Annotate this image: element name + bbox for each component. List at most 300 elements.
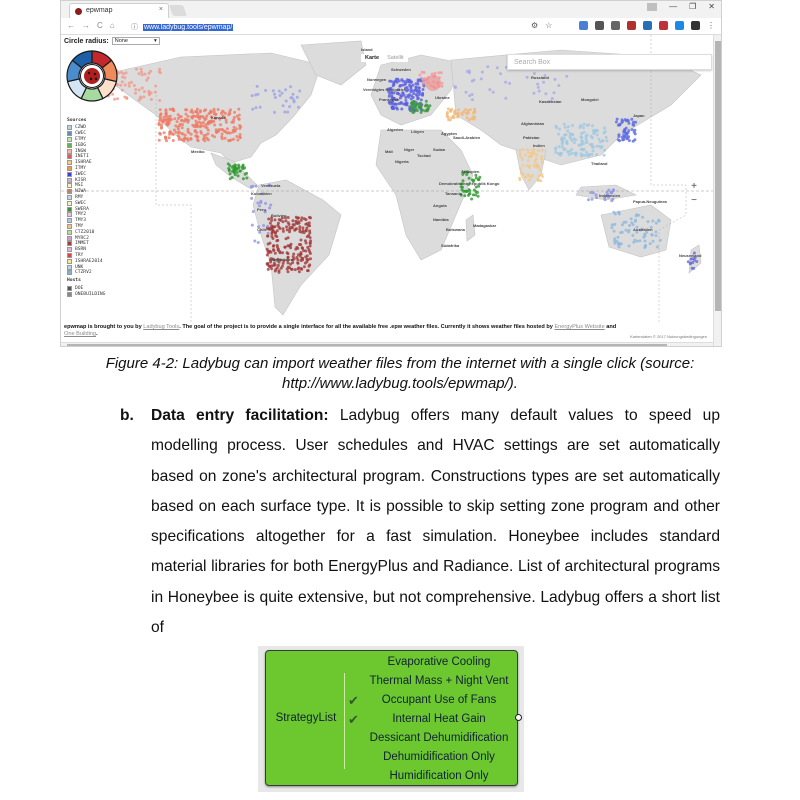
- station-dot: [605, 136, 608, 139]
- station-dot: [422, 85, 425, 88]
- strategy-item[interactable]: [346, 653, 518, 672]
- station-dot: [284, 88, 287, 91]
- station-dot: [141, 87, 144, 90]
- legend-hosts-list: [67, 286, 105, 298]
- station-dot: [296, 96, 299, 99]
- legend-label: BSRN: [75, 247, 87, 253]
- station-dot: [410, 106, 413, 109]
- station-dot: [138, 89, 141, 92]
- station-dot: [251, 224, 254, 227]
- strategy-item-label: Occupant Use of Fans: [381, 694, 497, 706]
- station-dot: [199, 125, 202, 128]
- legend-label: UNK: [75, 264, 84, 270]
- station-dot: [465, 91, 468, 94]
- profile-icon[interactable]: [647, 3, 657, 11]
- country-label: Vereinigtes Königreich: [363, 87, 407, 92]
- station-dot: [614, 213, 617, 216]
- strategy-item-label: Internal Heat Gain: [392, 713, 486, 725]
- legend-item[interactable]: [67, 270, 105, 276]
- station-dot: [266, 262, 269, 265]
- land-north-america: [101, 53, 321, 163]
- station-dot: [492, 91, 495, 94]
- station-dot: [621, 136, 624, 139]
- zoom-out-button[interactable]: −: [691, 195, 697, 206]
- station-dot: [566, 150, 569, 153]
- station-dot: [561, 143, 564, 146]
- station-dot: [554, 78, 557, 81]
- station-dot: [178, 138, 181, 141]
- map-canvas[interactable]: [61, 35, 715, 322]
- station-dot: [457, 108, 460, 111]
- station-dot: [631, 234, 634, 237]
- station-dot: [205, 117, 208, 120]
- station-dot: [616, 118, 619, 121]
- station-dot: [630, 118, 633, 121]
- station-dot: [256, 202, 259, 205]
- strategy-item[interactable]: [346, 748, 518, 767]
- station-dot: [468, 71, 471, 74]
- station-dot: [632, 124, 635, 127]
- legend-swatch: [67, 265, 72, 270]
- station-dot: [537, 165, 540, 168]
- scrollbar-thumb[interactable]: [715, 41, 721, 311]
- extension-icon[interactable]: [579, 21, 588, 30]
- station-dot: [631, 128, 634, 131]
- strategy-item[interactable]: [346, 710, 518, 729]
- station-dot: [414, 106, 417, 109]
- station-dot: [398, 79, 401, 82]
- strategy-items: [346, 653, 518, 786]
- station-dot: [304, 223, 307, 226]
- station-dot: [526, 76, 529, 79]
- legend-label: ETMY: [75, 136, 87, 142]
- station-dot: [181, 126, 184, 129]
- bookmark-star-icon[interactable]: ☆: [545, 21, 553, 30]
- station-dot: [158, 139, 161, 142]
- legend-label: NIWA: [75, 189, 87, 195]
- search-input[interactable]: Search Box: [507, 54, 712, 70]
- station-dot: [164, 136, 167, 139]
- station-dot: [257, 241, 260, 244]
- list-marker: b.: [120, 407, 134, 424]
- reload-icon[interactable]: C: [97, 21, 103, 30]
- station-dot: [282, 227, 285, 230]
- station-dot: [163, 131, 166, 134]
- legend-swatch: [67, 259, 72, 264]
- station-dot: [611, 226, 614, 229]
- station-dot: [189, 137, 192, 140]
- station-dot: [540, 173, 543, 176]
- extension-icon[interactable]: [675, 21, 684, 30]
- station-dot: [237, 164, 240, 167]
- station-dot: [298, 270, 301, 273]
- tab-close-icon[interactable]: ×: [158, 6, 163, 13]
- circle-radius-control: [64, 37, 160, 45]
- legend-swatch: [67, 195, 72, 200]
- station-dot: [252, 210, 255, 213]
- station-dot: [168, 136, 171, 139]
- strategy-item[interactable]: [346, 691, 518, 710]
- vertical-scrollbar[interactable]: [713, 35, 721, 347]
- legend-swatch: [67, 253, 72, 258]
- station-dot: [242, 177, 245, 180]
- station-dot: [413, 111, 416, 114]
- station-dot: [140, 71, 143, 74]
- ladybug-color-wheel[interactable]: [65, 49, 119, 103]
- map-tab-satellit[interactable]: Satellit: [387, 55, 404, 61]
- extension-icon[interactable]: [691, 21, 700, 30]
- station-dot: [164, 112, 167, 115]
- tab-strip: [61, 1, 721, 18]
- extension-icon[interactable]: [627, 21, 636, 30]
- strategy-item[interactable]: [346, 672, 518, 691]
- site-settings-icon[interactable]: ⚙: [531, 21, 539, 30]
- home-icon[interactable]: ⌂: [109, 21, 115, 30]
- legend-label: RMY: [75, 194, 84, 200]
- legend-swatch: [67, 247, 72, 252]
- legend-swatch: [67, 207, 72, 212]
- station-dot: [391, 102, 394, 105]
- station-dot: [165, 139, 168, 142]
- station-dot: [177, 113, 180, 116]
- station-dot: [499, 72, 502, 75]
- station-dot: [649, 242, 652, 245]
- station-dot: [288, 230, 291, 233]
- station-dot: [403, 83, 406, 86]
- strategy-item-label: Dessicant Dehumidification: [369, 732, 509, 744]
- station-dot: [237, 174, 240, 177]
- station-dot: [440, 85, 443, 88]
- station-dot: [283, 111, 286, 114]
- country-label: Namibia: [433, 217, 449, 222]
- ladybug-icon: [84, 68, 100, 84]
- extension-icon[interactable]: [643, 21, 652, 30]
- station-dot: [466, 116, 469, 119]
- station-dot: [147, 90, 150, 93]
- output-grip[interactable]: [515, 714, 522, 721]
- restore-icon[interactable]: ❐: [689, 2, 697, 11]
- station-dot: [177, 134, 180, 137]
- station-dot: [301, 226, 304, 229]
- station-dot: [540, 158, 543, 161]
- country-label: Nigeria: [395, 159, 409, 164]
- station-dot: [124, 84, 127, 87]
- station-dot: [185, 113, 188, 116]
- station-dot: [554, 146, 557, 149]
- station-dot: [558, 153, 561, 156]
- map-tab-karte[interactable]: Karte: [365, 55, 380, 61]
- map-attribution[interactable]: Kartendaten © 2017 Nutzungsbedingungen: [629, 334, 707, 339]
- legend-label: IWEC: [75, 171, 87, 177]
- station-dot: [480, 77, 483, 80]
- legend-label: TRY: [75, 252, 84, 258]
- station-dot: [589, 191, 592, 194]
- browser-toolbar: [61, 18, 721, 35]
- station-dot: [656, 246, 659, 249]
- station-dot: [276, 244, 279, 247]
- station-dot: [162, 119, 165, 122]
- station-dot: [253, 240, 256, 243]
- station-dot: [309, 252, 312, 255]
- station-dot: [121, 80, 124, 83]
- station-dot: [200, 132, 203, 135]
- station-dot: [594, 129, 597, 132]
- station-dot: [308, 224, 311, 227]
- station-dot: [286, 111, 289, 114]
- station-dot: [416, 109, 419, 112]
- country-label: Venezuela: [261, 183, 281, 188]
- station-dot: [169, 130, 172, 133]
- browser-tab[interactable]: [69, 3, 169, 18]
- legend-label: MSI: [75, 183, 84, 189]
- station-dot: [540, 155, 543, 158]
- station-dot: [205, 137, 208, 140]
- station-dot: [226, 132, 229, 135]
- legend-swatch: [67, 286, 72, 291]
- station-dot: [565, 140, 568, 143]
- back-icon[interactable]: ←: [67, 21, 75, 30]
- station-dot: [233, 111, 236, 114]
- legend-swatch: [67, 178, 72, 183]
- station-dot: [285, 100, 288, 103]
- station-dot: [425, 103, 428, 106]
- info-icon[interactable]: ⓘ: [131, 24, 138, 31]
- close-icon[interactable]: ✕: [708, 2, 715, 11]
- station-dot: [404, 80, 407, 83]
- station-dot: [655, 234, 658, 237]
- station-dot: [561, 146, 564, 149]
- station-dot: [615, 240, 618, 243]
- station-dot: [618, 123, 621, 126]
- legend-swatch: [67, 230, 72, 235]
- station-dot: [235, 135, 238, 138]
- station-dot: [632, 121, 635, 124]
- station-dot: [255, 106, 258, 109]
- country-label: Chile: [257, 227, 267, 232]
- country-label: Argentinien: [271, 257, 294, 262]
- station-dot: [134, 88, 137, 91]
- station-dot: [422, 82, 425, 85]
- station-dot: [571, 152, 574, 155]
- station-dot: [268, 207, 271, 210]
- legend-swatch: [67, 143, 72, 148]
- station-dot: [256, 85, 259, 88]
- station-dot: [133, 84, 136, 87]
- strategy-list-component[interactable]: [265, 650, 518, 786]
- station-dot: [229, 172, 232, 175]
- station-dot: [544, 92, 547, 95]
- station-dot: [282, 104, 285, 107]
- station-dot: [300, 219, 303, 222]
- station-dot: [182, 140, 185, 143]
- station-dot: [554, 151, 557, 154]
- station-dot: [142, 95, 145, 98]
- station-dot: [308, 263, 311, 266]
- page-footer: [64, 324, 624, 338]
- station-dot: [407, 96, 410, 99]
- station-dot: [595, 193, 598, 196]
- station-dot: [532, 92, 535, 95]
- legend-label: ONEBUILDING: [75, 291, 106, 297]
- legend-label: KISR: [75, 177, 87, 183]
- world-map[interactable]: [61, 35, 715, 322]
- station-dot: [309, 242, 312, 245]
- station-dot: [396, 92, 399, 95]
- station-dot: [585, 140, 588, 143]
- station-dot: [537, 178, 540, 181]
- circle-radius-label: Circle radius:: [64, 37, 109, 45]
- station-dot: [125, 97, 128, 100]
- station-dot: [463, 194, 466, 197]
- station-dot: [297, 216, 300, 219]
- station-dot: [304, 239, 307, 242]
- station-dot: [635, 214, 638, 217]
- country-label: Afghanistan: [521, 121, 545, 126]
- station-dot: [633, 129, 636, 132]
- paragraph-heading: Data entry facilitation:: [151, 407, 329, 424]
- station-dot: [391, 107, 394, 110]
- station-dot: [230, 121, 233, 124]
- scrollbar-thumb[interactable]: [67, 344, 667, 347]
- address-bar[interactable]: [127, 20, 527, 33]
- zoom-in-button[interactable]: +: [691, 181, 697, 192]
- legend-swatch: [67, 292, 72, 297]
- station-dot: [267, 218, 270, 221]
- station-dot: [541, 161, 544, 164]
- extension-icon[interactable]: [659, 21, 668, 30]
- station-dot: [584, 154, 587, 157]
- station-dot: [238, 124, 241, 127]
- station-dot: [454, 85, 457, 88]
- station-dot: [624, 221, 627, 224]
- ladybug-favicon-icon: [75, 8, 82, 15]
- country-label: Island: [361, 47, 373, 52]
- station-dot: [446, 115, 449, 118]
- station-dot: [266, 248, 269, 251]
- station-dot: [457, 112, 460, 115]
- horizontal-scrollbar[interactable]: [61, 342, 715, 347]
- strategy-item[interactable]: [346, 729, 518, 748]
- url-text[interactable]: www.ladybug.tools/epwmap/: [143, 24, 233, 31]
- country-label: Mexiko: [191, 149, 205, 154]
- legend-label: CTZRV2: [75, 270, 92, 276]
- station-dot: [203, 109, 206, 112]
- station-dot: [150, 98, 153, 101]
- station-dot: [267, 268, 270, 271]
- station-dot: [412, 90, 415, 93]
- station-dot: [580, 136, 583, 139]
- station-dot: [300, 216, 303, 219]
- station-dot: [524, 176, 527, 179]
- country-label: Ägypten: [441, 131, 457, 136]
- station-dot: [420, 98, 423, 101]
- station-dot: [200, 122, 203, 125]
- station-dot: [602, 132, 605, 135]
- one-building-link[interactable]: One Building: [64, 331, 97, 337]
- station-dot: [638, 239, 641, 242]
- extension-icon[interactable]: [611, 21, 620, 30]
- footer-text: . The goal of the project is to provide a single interface for all the available free .epw weather files. Currently it shows weather files hosted by: [179, 324, 555, 330]
- station-dot: [296, 261, 299, 264]
- country-label: Japan: [633, 113, 645, 118]
- browser-menu-icon[interactable]: ⋮: [707, 21, 715, 30]
- station-dot: [472, 193, 475, 196]
- station-dot: [621, 118, 624, 121]
- station-dot: [273, 111, 276, 114]
- legend-swatch: [67, 218, 72, 223]
- station-dot: [250, 197, 253, 200]
- station-dot: [281, 92, 284, 95]
- energyplus-website-link[interactable]: EnergyPlus Website: [554, 324, 605, 330]
- legend-item[interactable]: [67, 292, 105, 298]
- land-madagascar: [466, 215, 475, 241]
- station-dot: [595, 196, 598, 199]
- station-dot: [554, 125, 557, 128]
- station-dot: [297, 106, 300, 109]
- station-dot: [307, 269, 310, 272]
- station-dot: [119, 84, 122, 87]
- legend-swatch: [67, 241, 72, 246]
- component-divider: [344, 673, 345, 769]
- station-dot: [603, 154, 606, 157]
- legend-label: IGDG: [75, 142, 87, 148]
- station-dot: [237, 108, 240, 111]
- station-dot: [565, 75, 568, 78]
- station-dot: [572, 137, 575, 140]
- ladybug-tools-link[interactable]: Ladybug Tools: [143, 324, 180, 330]
- station-dot: [518, 177, 521, 180]
- station-dot: [628, 139, 631, 142]
- station-dot: [276, 239, 279, 242]
- legend-swatch: [67, 149, 72, 154]
- caption-line: Figure 4-2: Ladybug can import weather files from the internet with a single click (source:: [105, 355, 695, 372]
- minimize-icon[interactable]: —: [669, 2, 678, 11]
- station-dot: [538, 90, 541, 93]
- station-dot: [624, 229, 627, 232]
- station-dot: [426, 108, 429, 111]
- station-dot: [557, 133, 560, 136]
- station-dot: [274, 234, 277, 237]
- station-dot: [274, 252, 277, 255]
- station-dot: [563, 137, 566, 140]
- station-dot: [410, 94, 413, 97]
- extension-icon[interactable]: [595, 21, 604, 30]
- station-dot: [591, 153, 594, 156]
- forward-icon[interactable]: →: [82, 21, 90, 30]
- station-dot: [270, 267, 273, 270]
- station-dot: [220, 128, 223, 131]
- station-dot: [618, 242, 621, 245]
- station-dot: [168, 118, 171, 121]
- station-dot: [232, 168, 235, 171]
- strategy-item[interactable]: [346, 767, 518, 786]
- country-label: Papua-Neuguinea: [633, 199, 667, 204]
- station-dot: [305, 229, 308, 232]
- station-dot: [144, 73, 147, 76]
- station-dot: [287, 266, 290, 269]
- checkmark-icon: ✔: [348, 693, 359, 708]
- station-dot: [269, 222, 272, 225]
- station-dot: [270, 219, 273, 222]
- circle-radius-select[interactable]: [112, 37, 160, 45]
- station-dot: [613, 223, 616, 226]
- station-dot: [471, 93, 474, 96]
- nav-buttons: [67, 21, 115, 30]
- station-dot: [695, 260, 698, 263]
- new-tab-button[interactable]: [169, 5, 187, 16]
- station-dot: [410, 98, 413, 101]
- legend-label: MYRC2: [75, 235, 89, 241]
